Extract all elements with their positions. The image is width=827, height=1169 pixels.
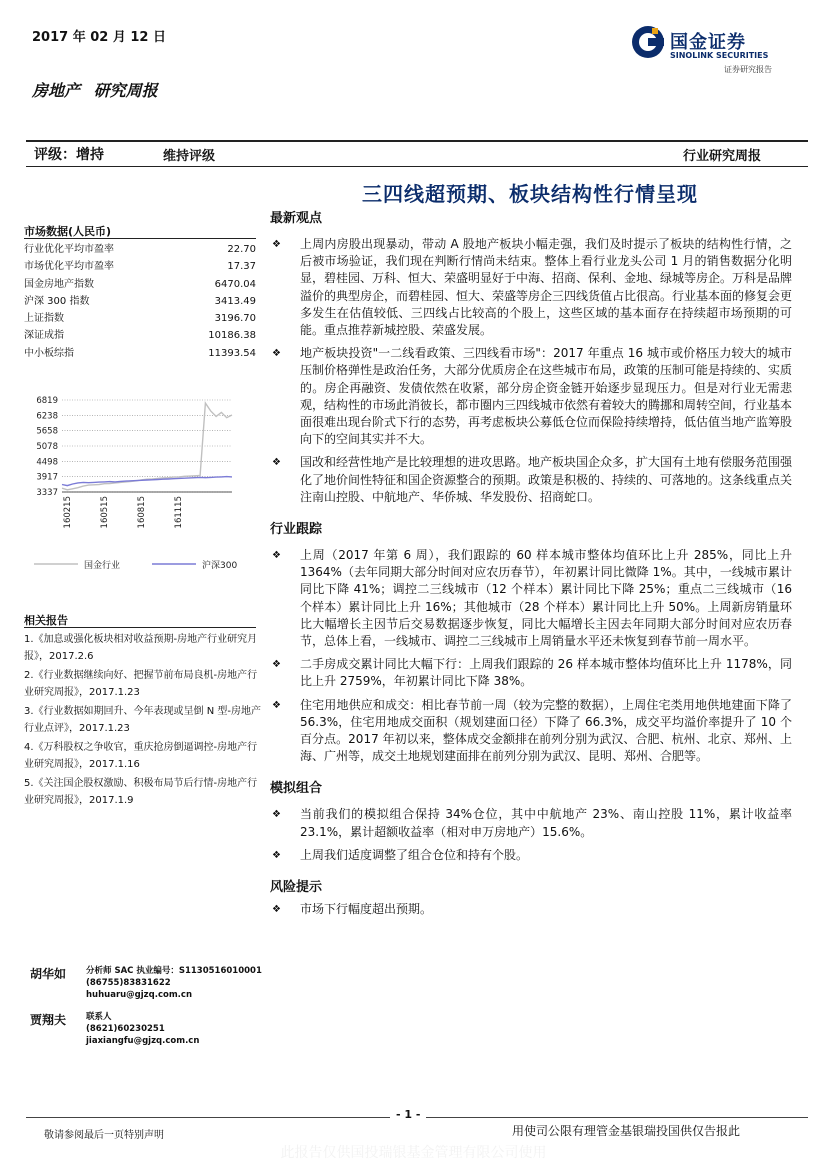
index-chart	[20, 386, 260, 586]
list-item[interactable]: 1.《加息或强化板块相对收益预期-房地产行业研究月报》，2017.2.6	[24, 634, 258, 662]
bullet-icon: ❖	[272, 809, 281, 821]
bullet-icon: ❖	[272, 457, 281, 469]
market-data-title: 市场数据(人民币)	[24, 225, 112, 238]
analyst-phone: (8621)60230251	[86, 1024, 165, 1034]
list-item[interactable]: 2.《行业数据继续向好、把握节前布局良机-房地产行业研究周报》，2017.1.23	[24, 670, 258, 698]
bullet-item	[270, 656, 792, 690]
divider	[26, 166, 808, 167]
row-value: 6470.04	[214, 278, 256, 290]
bullet-text: 住宅用地供应和成交：相比春节前一周（较为完整的数据），上周住宅类用地供地建面下降了 56.3%，住宅用地成交面积（规划建面口径）下降了 66.3%，成交平均溢价率提升了 10 个百分点。2017 年初以来，整体成交金额排在前列分别为武汉、合肥、杭州、北京、郑州、上海、广州等，成交土地规划建面排在前列分别为武汉、昆明、郑州、合肥等。	[300, 697, 792, 764]
analyst-title: 联系人	[86, 1012, 112, 1022]
sinolink-logo-icon	[630, 24, 666, 60]
rating-label: 评级：增持	[34, 147, 104, 163]
table-row	[24, 276, 256, 293]
row-value: 11393.54	[208, 347, 256, 359]
section-title-risk: 风险提示	[270, 880, 323, 896]
row-label: 市场优化平均市盈率	[24, 261, 114, 273]
bullet-text: 当前我们的模拟组合保持 34%仓位，其中中航地产 23%、南山控股 11%，累计收益率 23.1%，累计超额收益率（相对申万房地产）15.6%。	[300, 807, 792, 839]
bullet-item	[270, 697, 792, 766]
list-item[interactable]: 3.《行业数据如期回升、今年表现或呈倒 N 型-房地产行业点评》，2017.1.23	[24, 706, 261, 734]
list-item[interactable]: 4.《万科股权之争收官，重庆抢房倒逼调控-房地产行业研究周报》，2017.1.16	[24, 742, 258, 770]
bullet-text: 市场下行幅度超出预期。	[300, 902, 433, 917]
bullet-item	[270, 901, 792, 918]
series-line	[62, 477, 232, 486]
bullet-icon: ❖	[272, 849, 281, 861]
report-kind: 研究周报	[93, 81, 158, 100]
analyst-email[interactable]: jiaxiangfu@gjzq.com.cn	[86, 1036, 200, 1046]
y-tick-label: 5078	[36, 442, 58, 452]
y-tick-label: 3337	[36, 488, 58, 498]
bullet-text: 上周（2017 年第 6 周），我们跟踪的 60 样本城市整体均值环比上升 285%，同比上升 1364%（去年同期大部分时间对应农历春节），年初累计同比微降 1%。其中，一线城市累计同比下降 41%；调控二三线城市（12 个样本）累计同比下降 25%；重点二三线城市（16 个样本）累计同比上升 16%；其他城市（28 个样本）累计同比上升 50%。上周新房销量环比大幅增长主因节后交易数据逐步恢复，同比大幅增长主因去年同期大部分时间对应农历春节，总体上看，一线城市、调控二三线城市上周销量水平还未恢复到春节前一周水平。	[300, 548, 792, 649]
legend-label: 沪深300	[202, 561, 238, 571]
row-value: 3196.70	[214, 313, 256, 325]
analyst-email[interactable]: huhuaru@gjzq.com.cn	[86, 990, 192, 1000]
bullet-item	[270, 806, 792, 840]
bullet-icon: ❖	[272, 904, 281, 916]
x-tick-label: 160515	[100, 496, 110, 529]
analyst-block	[30, 965, 266, 1047]
bullet-icon: ❖	[272, 659, 281, 671]
bullet-text: 上周我们适度调整了组合仓位和持有个股。	[300, 847, 529, 862]
report-date: 2017 年 02 月 12 日	[32, 30, 166, 45]
row-label: 国金房地产指数	[24, 278, 94, 290]
analyst-name: 胡华如	[30, 967, 67, 981]
table-row	[24, 241, 256, 258]
divider	[24, 238, 256, 239]
page-number: - 1 -	[390, 1108, 426, 1121]
y-tick-label: 4498	[36, 457, 58, 468]
bullet-icon: ❖	[272, 348, 281, 360]
bullet-text: 二手房成交累计同比大幅下行：上周我们跟踪的 26 样本城市整体均值环比上升 1178%，同比上升 2759%，年初累计同比下降 38%。	[300, 657, 792, 689]
bullet-item	[270, 345, 792, 448]
row-value: 3413.49	[214, 295, 256, 307]
market-data-table	[24, 241, 256, 362]
row-label: 行业优化平均市盈率	[24, 244, 114, 255]
row-label: 上证指数	[24, 313, 64, 325]
watermark: 此报告仅供国投瑞银基金管理有限公司使用	[280, 1145, 547, 1161]
divider	[24, 627, 256, 628]
section-title-tracking: 行业跟踪	[270, 522, 323, 538]
row-value: 22.70	[227, 244, 256, 255]
y-tick-label: 3917	[36, 472, 58, 483]
bullet-text: 国改和经营性地产是比较理想的进攻思路。地产板块国企众多，扩大国有土地有偿服务范围强化了地价间性特征和国企资源整合的预期。政策是积极的、持续的、可落地的。这条线重点关注南山控股、中航地产、华侨城、华发股份、招商蛇口。	[300, 455, 793, 504]
related-reports-title: 相关报告	[24, 614, 68, 627]
table-row	[24, 310, 256, 327]
bullet-icon: ❖	[272, 550, 281, 562]
row-label: 沪深 300 指数	[24, 295, 90, 307]
logo-subtitle: 证券研究报告	[724, 65, 772, 74]
bullet-text: 上周内房股出现暴动，带动 A 股地产板块小幅走强，我们及时提示了板块的结构性行情，之后被市场验证，我们现在判断行情尚未结束。整体上看行业龙头公司 1 月的销售数据分化明显，碧桂园、万科、恒大、荣盛明显好于中海、招商、保利、金地、绿城等房企。万科是品牌溢价的典型房企，而碧桂园、恒大、荣盛等房企三四线货值占比很高。行业基本面的修复会更多发生在估值较低、三四线占比较高的个股上，这些区域的基本面存在持续超市场预期的可能。重点推荐新城控股、荣盛发展。	[300, 237, 793, 338]
bullet-item	[270, 236, 792, 339]
logo-en: SINOLINK SECURITIES	[670, 51, 769, 60]
analyst-phone: (86755)83831622	[86, 978, 171, 988]
bullet-text: 地产板块投资"一二线看政策、三四线看市场"：2017 年重点 16 城市或价格压力较大的城市压制价格弹性是政治任务，大部分优质房企在这些城市布局，政策的压制可能是持续的、实质的。房企再融资、发债依然在收紧，部分房企资金链开始逐步显现压力。但是对行业无需悲观，结构性的市场此消彼长，都市圈内三四线城市依然有着较大的腾挪和周转空间，行业基本面很难出现台阶式下行的态势，再考虑板块公募低仓位而保险持续增持，低估值当地产监筹股向下的空间其实并不大。	[300, 346, 793, 447]
sector-name: 房地产	[32, 81, 81, 100]
table-row	[24, 345, 256, 362]
legend-label: 国金行业	[84, 561, 121, 571]
table-row	[24, 327, 256, 344]
analyst-title: 分析师 SAC 执业编号：S1130516010001	[86, 966, 262, 976]
row-value: 10186.38	[208, 330, 256, 342]
bullet-icon: ❖	[272, 699, 281, 711]
sector-title	[32, 78, 158, 101]
bullet-item	[270, 547, 792, 650]
y-tick-label: 6819	[36, 396, 58, 406]
x-tick-label: 160815	[137, 496, 147, 529]
main-content	[270, 207, 792, 918]
section-title-latest: 最新观点	[270, 211, 323, 226]
footer-note: 用使司公限有理管金基银瑞投国供仅告报此	[512, 1124, 741, 1138]
footer-disclaimer: 敬请参阅最后一页特别声明	[44, 1130, 164, 1141]
section-title-portfolio: 模拟组合	[270, 781, 323, 797]
list-item[interactable]: 5.《关注国企股权激励、积极布局节后行情-房地产行业研究周报》，2017.1.9	[24, 778, 258, 806]
logo-cn: 国金证券	[670, 32, 746, 53]
table-row	[24, 293, 256, 310]
report-type: 行业研究周报	[683, 149, 762, 164]
related-reports-list	[24, 632, 264, 812]
bullet-icon: ❖	[272, 239, 281, 250]
y-tick-label: 6238	[36, 411, 58, 422]
row-label: 中小板综指	[24, 347, 74, 359]
divider	[26, 140, 808, 142]
analyst-name: 贾翔夫	[30, 1013, 67, 1027]
x-tick-label: 161115	[174, 496, 184, 529]
x-tick-label: 160215	[63, 496, 73, 529]
bullet-item	[270, 454, 792, 506]
row-value: 17.37	[227, 261, 256, 273]
bullet-item	[270, 847, 792, 864]
rating-action: 维持评级	[163, 149, 216, 164]
main-title: 三四线超预期、板块结构性行情呈现	[362, 182, 698, 206]
row-label: 深证成指	[24, 330, 64, 342]
y-tick-label: 5658	[36, 426, 58, 437]
table-row	[24, 258, 256, 275]
